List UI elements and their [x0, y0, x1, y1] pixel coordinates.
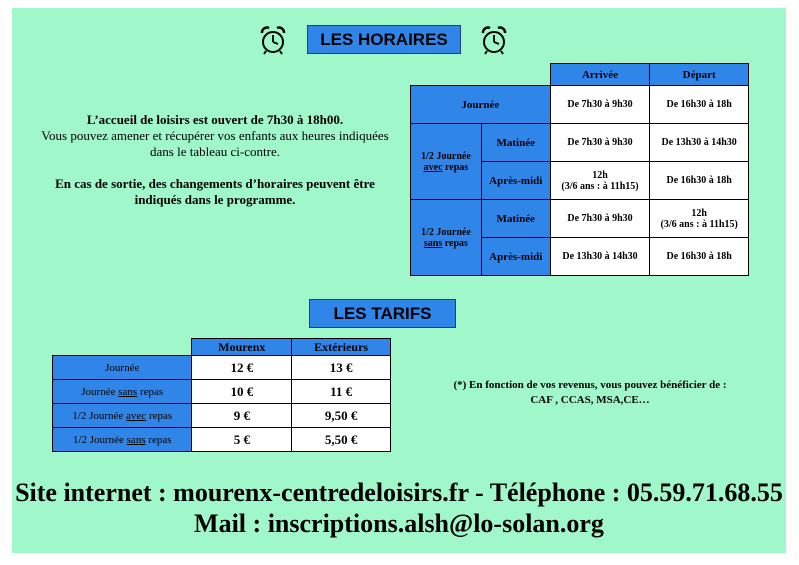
journee-arrivee: De 7h30 à 9h30	[550, 86, 650, 124]
tarif-exterieurs: 9,50 €	[292, 404, 391, 428]
tarifs-table	[52, 338, 391, 452]
sans-matinee: Matinée	[481, 200, 550, 238]
tarif-mourenx: 10 €	[192, 380, 292, 404]
col-arrivee: Arrivée	[550, 64, 650, 86]
tarif-mourenx: 9 €	[192, 404, 292, 428]
journee-label: Journée	[411, 86, 551, 124]
col-depart: Départ	[650, 64, 749, 86]
sans-apm-arrivee: De 13h30 à 14h30	[550, 238, 650, 276]
intro-line-1: L’accueil de loisirs est ouvert de 7h30 à 18h00.	[86, 112, 344, 127]
col-exterieurs: Extérieurs	[292, 339, 391, 356]
tarif-exterieurs: 13 €	[292, 356, 391, 380]
sans-apm: Après-midi	[481, 238, 550, 276]
avec-repas-label: 1/2 Journée avec repas	[411, 124, 482, 200]
schedule-table	[410, 63, 749, 276]
tarif-mourenx: 12 €	[192, 356, 292, 380]
tarif-exterieurs: 11 €	[292, 380, 391, 404]
alarm-clock-icon	[259, 25, 287, 55]
journee-depart: De 16h30 à 18h	[650, 86, 749, 124]
horaires-title: LES HORAIRES	[307, 25, 461, 54]
note-line-1: (*) En fonction de vos revenus, vous pouvez bénéficier de :	[453, 379, 727, 391]
tarif-row-label: Journée	[53, 356, 192, 380]
alarm-clock-icon	[480, 25, 508, 55]
intro-text	[40, 112, 390, 208]
sans-matinee-depart: 12h (3/6 ans : à 11h15)	[650, 200, 749, 238]
tarif-row-label: 1/2 Journée avec repas	[53, 404, 192, 428]
avec-matinee-depart: De 13h30 à 14h30	[650, 124, 749, 162]
intro-line-2: Vous pouvez amener et récupérer vos enfants aux heures indiquées dans le tableau ci-contre.	[41, 128, 389, 159]
sans-apm-depart: De 16h30 à 18h	[650, 238, 749, 276]
avec-apm: Après-midi	[481, 162, 550, 200]
avec-matinee: Matinée	[481, 124, 550, 162]
avec-apm-arrivee: 12h (3/6 ans : à 11h15)	[550, 162, 650, 200]
intro-line-3: En cas de sortie, des changements d’horaires peuvent être indiqués dans le programme.	[55, 176, 375, 207]
avec-matinee-arrivee: De 7h30 à 9h30	[550, 124, 650, 162]
tarifs-title: LES TARIFS	[309, 299, 456, 328]
sans-repas-label: 1/2 Journée sans repas	[411, 200, 482, 276]
revenue-note	[410, 378, 770, 408]
tarif-row-label: Journée sans repas	[53, 380, 192, 404]
tarif-exterieurs: 5,50 €	[292, 428, 391, 452]
note-line-2: CAF , CCAS, MSA,CE…	[530, 394, 650, 406]
footer-mail: Mail : inscriptions.alsh@lo-solan.org	[194, 509, 604, 538]
sans-matinee-arrivee: De 7h30 à 9h30	[550, 200, 650, 238]
tarif-row-label: 1/2 Journée sans repas	[53, 428, 192, 452]
avec-apm-depart: De 16h30 à 18h	[650, 162, 749, 200]
col-mourenx: Mourenx	[192, 339, 292, 356]
footer-website-phone: Site internet : mourenx-centredeloisirs.fr - Téléphone : 05.59.71.68.55	[15, 478, 783, 507]
tarif-mourenx: 5 €	[192, 428, 292, 452]
